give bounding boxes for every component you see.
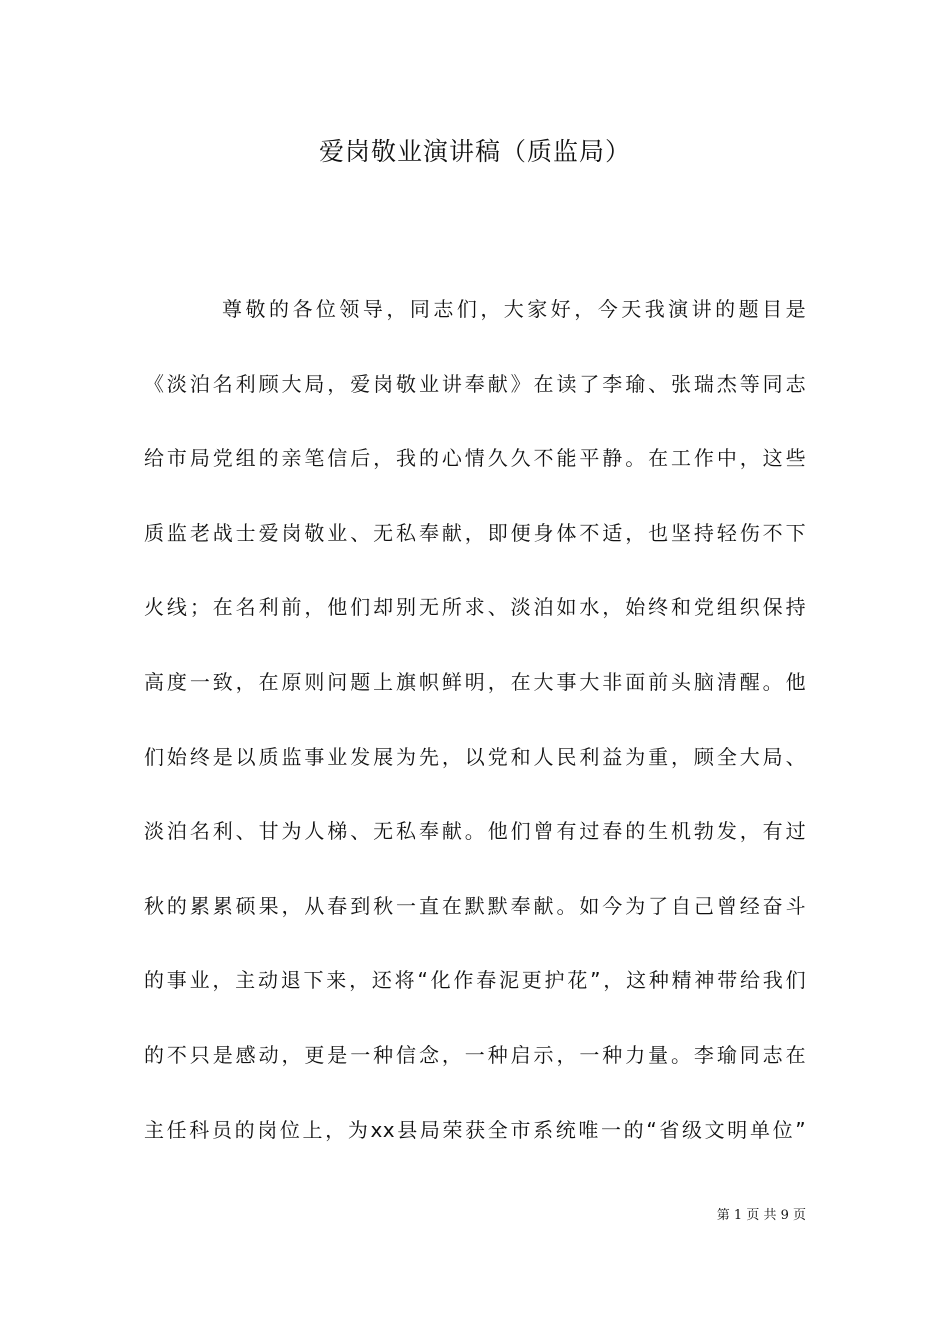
body-line: 质监老战士爱岗敬业、无私奉献，即便身体不适，也坚持轻伤不下 xyxy=(144,520,806,545)
document-title: 爱岗敬业演讲稿（质监局） xyxy=(318,137,631,166)
body-line: 的事业，主动退下来，还将“化作春泥更护花”，这种精神带给我们 xyxy=(144,968,806,993)
page-number-footer: 第 1 页 共 9 页 xyxy=(716,1208,806,1223)
body-line: 主任科员的岗位上，为xx县局荣获全市系统唯一的“省级文明单位” xyxy=(144,1117,806,1142)
body-line: 火线；在名利前，他们却别无所求、淡泊如水，始终和党组织保持 xyxy=(144,595,806,620)
body-line: 们始终是以质监事业发展为先，以党和人民利益为重，顾全大局、 xyxy=(144,744,806,769)
body-line: 尊敬的各位领导，同志们，大家好，今天我演讲的题目是 xyxy=(222,297,806,321)
body-line: 的不只是感动，更是一种信念，一种启示，一种力量。李瑜同志在 xyxy=(144,1042,806,1067)
body-line: 高度一致，在原则问题上旗帜鲜明，在大事大非面前头脑清醒。他 xyxy=(144,669,806,694)
body-line: 《淡泊名利顾大局，爱岗敬业讲奉献》在读了李瑜、张瑞杰等同志 xyxy=(144,371,806,396)
body-line: 淡泊名利、甘为人梯、无私奉献。他们曾有过春的生机勃发，有过 xyxy=(144,819,806,844)
document-body xyxy=(144,290,806,1185)
body-line: 秋的累累硕果，从春到秋一直在默默奉献。如今为了自己曾经奋斗 xyxy=(144,893,806,918)
body-line: 给市局党组的亲笔信后，我的心情久久不能平静。在工作中，这些 xyxy=(144,446,806,471)
